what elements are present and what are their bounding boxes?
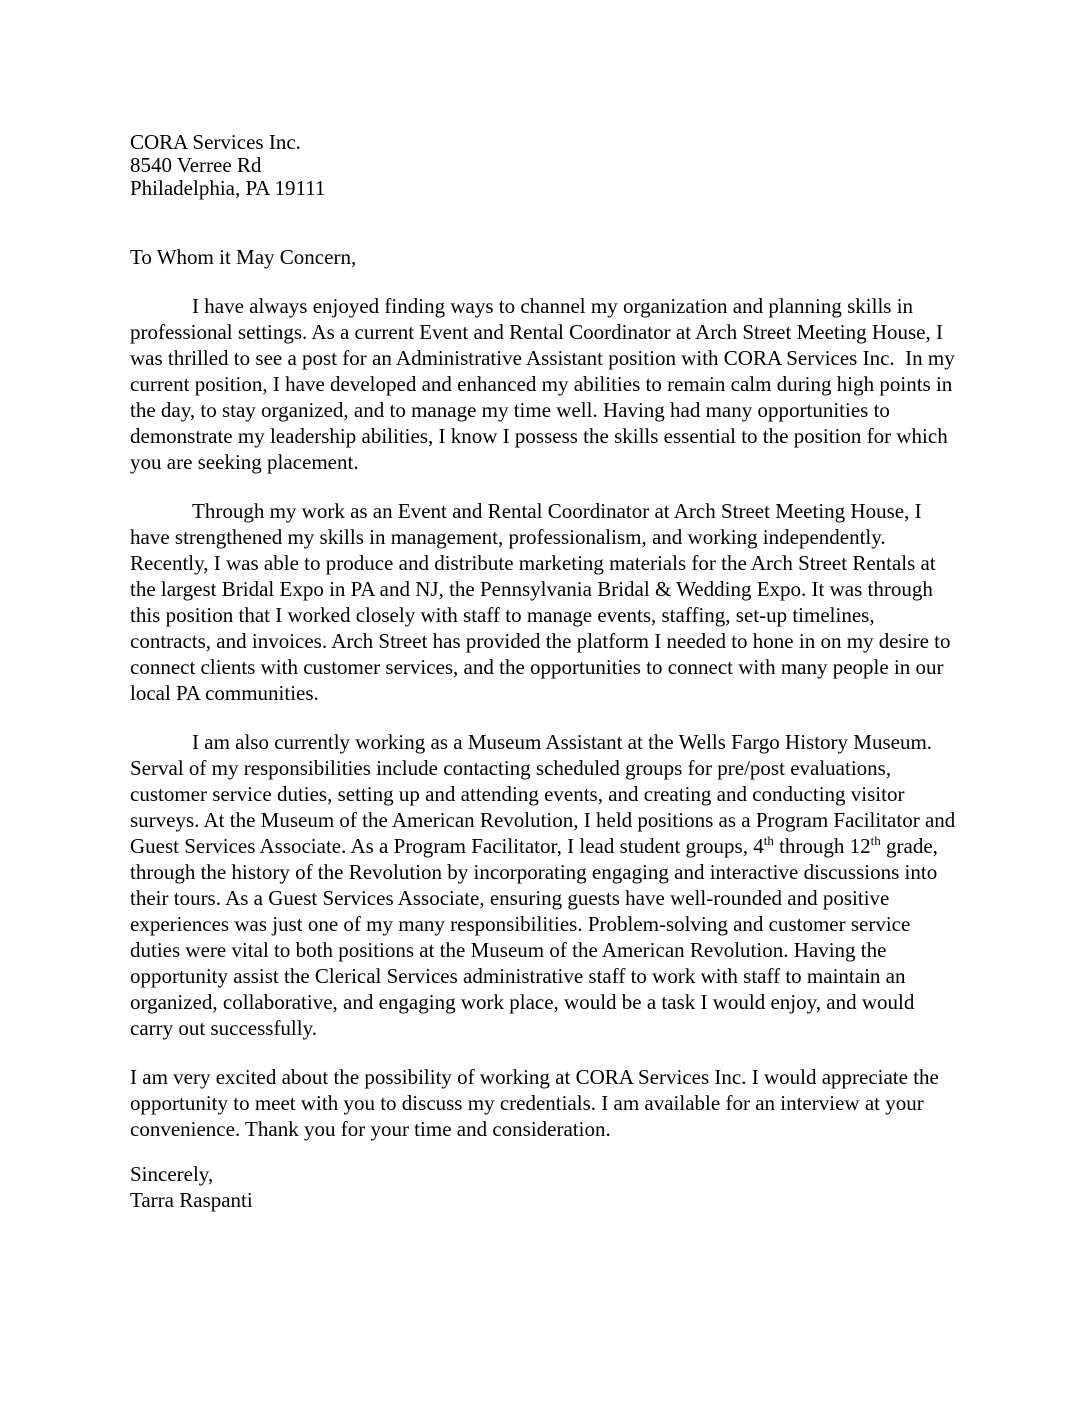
letter-body [130,293,960,1142]
signature-name: Tarra Raspanti [130,1188,253,1212]
paragraph-text: grade, through the history of the Revolution by incorporating engaging and interactive discussions into their tours. As a Guest Services Associate, ensuring guests have well-rounded and positive experiences was just one of my many responsibilities. Problem-solving and customer service duties were vital to both positions at the Museum of the American Revolution. Having the opportunity assist the Clerical Services administrative staff to work with staff to maintain an organized, collaborative, and engaging work place, would be a task I would enjoy, and would carry out successfully. [130,834,944,1040]
paragraph [130,1064,960,1142]
paragraph-text: through 12 [773,834,871,858]
recipient-address-block [130,131,960,200]
ordinal-superscript: th [870,833,881,848]
letter-content [130,131,960,1213]
paragraph-text: I am also currently working as a Museum Assistant at the Wells Fargo History Museum. Serval of my responsibilities include contacting scheduled groups for pre/post evaluations, customer service duties, setting up and attending events, and creating and conducting visitor surveys. At the Museum of the American Revolution, I held positions as a Program Facilitator and Guest Services Associate. As a Program Facilitator, I lead student groups, 4 [130,730,961,858]
recipient-address-line-1: CORA Services Inc. [130,130,301,154]
paragraph-text: Through my work as an Event and Rental Coordinator at Arch Street Meeting House, I have strengthened my skills in management, professionalism, and working independently. Recently, I was able to produce and distribute marketing materials for the Arch Street Rentals at the largest Bridal Expo in PA and NJ, the Pennsylvania Bridal & Wedding Expo. It was through this position that I worked closely with staff to manage events, staffing, set-up timelines, contracts, and invoices. Arch Street has provided the platform I needed to hone in on my desire to connect clients with customer services, and the opportunities to connect with many people in our local PA communities. [130,499,956,705]
ordinal-superscript: th [763,833,774,848]
closing: Sincerely, [130,1162,214,1186]
paragraph [130,293,960,475]
paragraph-text: I am very excited about the possibility of working at CORA Services Inc. I would appreciate the opportunity to meet with you to discuss my credentials. I am available for an interview at your convenience. Thank you for your time and consideration. [130,1065,945,1141]
recipient-address-line-3: Philadelphia, PA 19111 [130,176,326,200]
salutation: To Whom it May Concern, [130,245,357,269]
paragraph [130,498,960,706]
paragraph [130,729,960,1041]
recipient-address-line-2: 8540 Verree Rd [130,153,262,177]
paragraph-text: I have always enjoyed finding ways to channel my organization and planning skills in professional settings. As a current Event and Rental Coordinator at Arch Street Meeting House, I was thrilled to see a post for an Administrative Assistant position with CORA Services Inc. In my current position, I have developed and enhanced my abilities to remain calm during high points in the day, to stay organized, and to manage my time well. Having had many opportunities to demonstrate my leadership abilities, I know I possess the skills essential to the position for which you are seeking placement. [130,294,960,474]
